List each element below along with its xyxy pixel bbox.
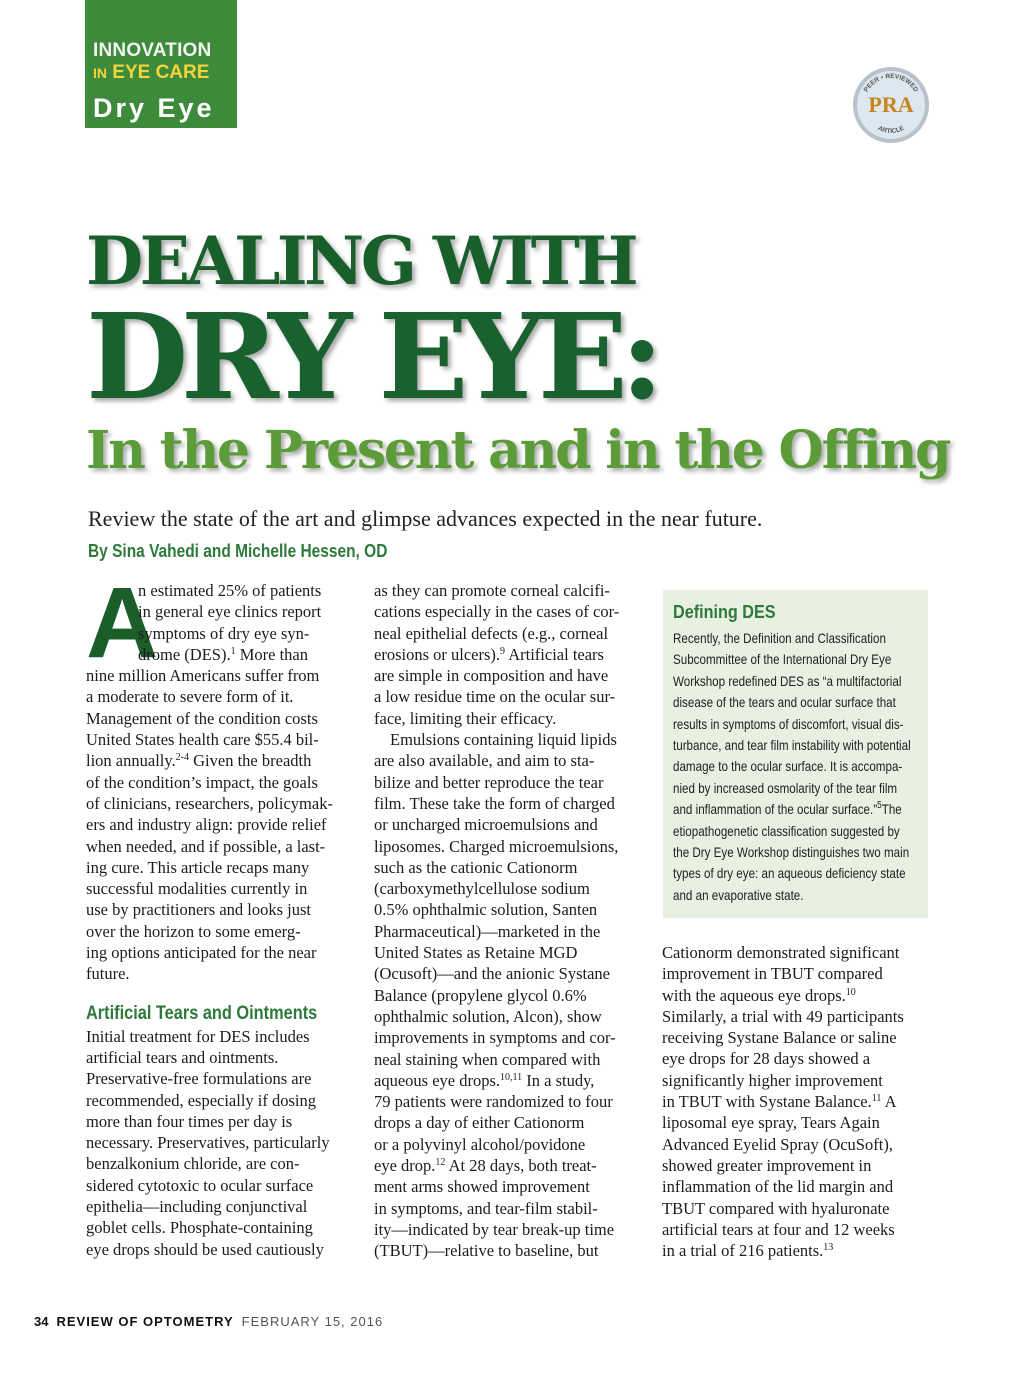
sidebar-title: Defining DES: [673, 602, 776, 622]
sidebar-line: Workshop redefined DES as “a multifactorial: [673, 672, 902, 689]
body-line: with the aqueous eye drops.$^{10}$: [662, 985, 856, 1005]
badge-eye-care: EYE CARE: [112, 62, 210, 83]
body-line: face, limiting their efficacy.: [374, 708, 557, 728]
sidebar-line: Subcommittee of the International Dry Eye: [673, 651, 892, 668]
body-line: improvement in TBUT compared: [662, 964, 883, 984]
body-line: inflammation of the lid margin and: [662, 1177, 894, 1197]
body-line: United States as Retaine MGD: [374, 943, 578, 963]
body-line: are simple in composition and have: [374, 666, 609, 686]
citation: 13: [823, 1242, 834, 1254]
body-line: Emulsions containing liquid lipids: [390, 730, 617, 750]
seal-bottom-text: ARTICLE: [876, 124, 906, 136]
badge-line-eye-care: [93, 62, 209, 84]
sidebar-body: [673, 628, 914, 906]
page-number: 34: [34, 1314, 49, 1329]
body-line: recommended, especially if dosing: [86, 1090, 317, 1110]
body-line: drome (DES).$^1$ More than: [138, 644, 308, 664]
citation: 10: [845, 986, 856, 998]
sidebar-line: Recently, the Definition and Classification: [673, 630, 886, 646]
body-line: ing options anticipated for the near: [86, 943, 317, 963]
sidebar-line: the Dry Eye Workshop distinguishes two main: [673, 844, 910, 861]
body-line: ment arms showed improvement: [374, 1177, 590, 1197]
body-line: ers and industry align: provide relief: [86, 815, 327, 835]
section-heading-artificial-tears: Artificial Tears and Ointments: [86, 1002, 318, 1024]
body-line: necessary. Preservatives, particularly: [86, 1133, 330, 1153]
issue-date: FEBRUARY 15, 2016: [241, 1314, 384, 1329]
citation: 1: [230, 645, 236, 657]
body-line: (Ocusoft)—and the anionic Systane: [374, 964, 610, 984]
body-line: use by practitioners and looks just: [86, 900, 312, 920]
citation: 5: [877, 800, 882, 812]
body-line: lion annually.$^{2-4}$ Given the breadth: [86, 751, 312, 771]
drop-cap: A: [86, 567, 159, 679]
body-line: neal staining when compared with: [374, 1049, 601, 1069]
body-line: 0.5% ophthalmic solution, Santen: [374, 900, 598, 920]
body-line: future.: [86, 964, 130, 984]
sidebar-line: nied by increased osmolarity of the tear film: [673, 779, 898, 796]
body-line: in symptoms, and tear-film stabil-: [374, 1198, 598, 1218]
body-line: (carboxymethylcellulose sodium: [374, 879, 590, 899]
body-column-3: [662, 942, 932, 1261]
section-badge: [85, 0, 237, 128]
body-line: as they can promote corneal calcifi-: [374, 581, 610, 600]
body-line: more than four times per day is: [86, 1111, 293, 1131]
sidebar-line: and an evaporative state.: [673, 886, 804, 903]
article-deck: Review the state of the art and glimpse advances expected in the near future.: [88, 506, 763, 531]
peer-reviewed-seal: [852, 66, 930, 144]
headline-line-1: DEALING WITH: [86, 222, 635, 300]
body-line: a moderate to severe form of it.: [86, 687, 294, 707]
citation: 11: [871, 1093, 882, 1105]
body-line: a low residue time on the ocular sur-: [374, 687, 616, 707]
body-line: artificial tears and ointments.: [86, 1047, 279, 1067]
body-line: of the condition’s impact, the goals: [86, 772, 318, 792]
body-column-2: [374, 580, 639, 1262]
body-line: receiving Systane Balance or saline: [662, 1028, 897, 1048]
body-line: or a polyvinyl alcohol/povidone: [374, 1134, 586, 1154]
body-line: such as the cationic Cationorm: [374, 857, 578, 877]
body-line: Balance (propylene glycol 0.6%: [374, 985, 587, 1005]
headline-subtitle: In the Present and in the Offing: [86, 420, 950, 481]
article-byline: By Sina Vahedi and Michelle Hessen, OD: [88, 541, 388, 561]
body-line: liposomes. Charged microemulsions,: [374, 836, 619, 856]
body-line: Pharmaceutical)—marketed in the: [374, 921, 601, 941]
body-column-1: [86, 567, 348, 1260]
body-line: eye drop.$^{12}$ At 28 days, both treat-: [374, 1156, 597, 1176]
body-line: artificial tears at four and 12 weeks: [662, 1219, 895, 1239]
body-line: 79 patients were randomized to four: [374, 1092, 613, 1112]
body-line: ity—indicated by tear break-up time: [374, 1219, 615, 1239]
magazine-name: REVIEW OF OPTOMETRY: [56, 1314, 234, 1329]
body-line: liposomal eye spray, Tears Again: [662, 1113, 880, 1133]
citation: 10,11: [500, 1071, 523, 1083]
badge-in: IN: [93, 65, 107, 81]
citation: 12: [435, 1157, 446, 1169]
body-line: successful modalities currently in: [86, 879, 308, 899]
badge-line-innovation: INNOVATION: [93, 40, 212, 61]
body-line: are also available, and aim to sta-: [374, 751, 595, 771]
body-line: ophthalmic solution, Alcon), show: [374, 1006, 602, 1026]
body-line: sidered cytotoxic to ocular surface: [86, 1175, 314, 1195]
sidebar-line: etiopathogenetic classification suggested by: [673, 822, 900, 839]
citation: 2-4: [175, 752, 190, 764]
body-line: film. These take the form of charged: [374, 793, 615, 813]
body-line: showed greater improvement in: [662, 1155, 872, 1175]
body-line: or uncharged microemulsions and: [374, 815, 598, 835]
body-line: goblet cells. Phosphate-containing: [86, 1218, 313, 1238]
sidebar-line: turbance, and tear film instability with potential: [673, 737, 911, 754]
sidebar-line: results in symptoms of discomfort, visual dis-: [673, 715, 904, 732]
body-line: epithelia—including conjunctival: [86, 1197, 308, 1217]
body-line: Initial treatment for DES includes: [86, 1026, 310, 1046]
citation: 9: [500, 645, 506, 657]
seal-monogram: PRA: [868, 92, 914, 117]
sidebar-line: and inflammation of the ocular surface.”$^5$The: [673, 800, 902, 818]
headline-line-2: DRY EYE:: [86, 287, 657, 426]
body-line: significantly higher improvement: [662, 1070, 883, 1090]
body-line: bilize and better reproduce the tear: [374, 772, 604, 792]
body-line: United States health care $55.4 bil-: [86, 730, 319, 750]
body-line: eye drops should be used cautiously: [86, 1239, 324, 1259]
body-line: cations especially in the cases of cor-: [374, 602, 620, 622]
body-line: symptoms of dry eye syn-: [138, 623, 310, 643]
body-line: erosions or ulcers).$^9$ Artificial tears: [374, 644, 604, 664]
body-line: Preservative-free formulations are: [86, 1069, 312, 1089]
body-line: benzalkonium chloride, are con-: [86, 1154, 300, 1174]
seal-top-text: PEER • REVIEWED: [862, 72, 920, 94]
body-line: Cationorm demonstrated significant: [662, 943, 900, 962]
badge-topic: Dry Eye: [93, 93, 215, 123]
body-line: nine million Americans suffer from: [86, 666, 320, 686]
body-line: over the horizon to some emerg-: [86, 921, 301, 941]
sidebar-line: disease of the tears and ocular surface that: [673, 694, 896, 711]
body-line: Similarly, a trial with 49 participants: [662, 1006, 904, 1026]
body-line: improvements in symptoms and cor-: [374, 1028, 616, 1048]
sidebar-line: damage to the ocular surface. It is accompa-: [673, 758, 903, 775]
body-line: neal epithelial defects (e.g., corneal: [374, 623, 609, 643]
sidebar-defining-des: [663, 590, 928, 918]
body-line: eye drops for 28 days showed a: [662, 1049, 871, 1069]
body-line: aqueous eye drops.$^{10,11}$ In a study,: [374, 1070, 595, 1090]
body-line: n estimated 25% of patients: [138, 581, 322, 600]
page-footer: [34, 1314, 383, 1330]
body-line: TBUT compared with hyaluronate: [662, 1198, 890, 1218]
body-line: in TBUT with Systane Balance.$^{11}$ A: [662, 1092, 897, 1112]
body-line: in a trial of 216 patients.$^{13}$: [662, 1241, 834, 1261]
body-line: ing cure. This article recaps many: [86, 857, 310, 877]
body-line: Advanced Eyelid Spray (OcuSoft),: [662, 1134, 893, 1154]
body-line: of clinicians, researchers, policymak-: [86, 793, 333, 813]
body-line: (TBUT)—relative to baseline, but: [374, 1241, 599, 1261]
body-line: drops a day of either Cationorm: [374, 1113, 585, 1133]
sidebar-line: types of dry eye: an aqueous deficiency state: [673, 865, 906, 882]
body-line: when needed, and if possible, a last-: [86, 836, 326, 856]
body-line: Management of the condition costs: [86, 708, 318, 728]
body-line: in general eye clinics report: [138, 602, 322, 622]
